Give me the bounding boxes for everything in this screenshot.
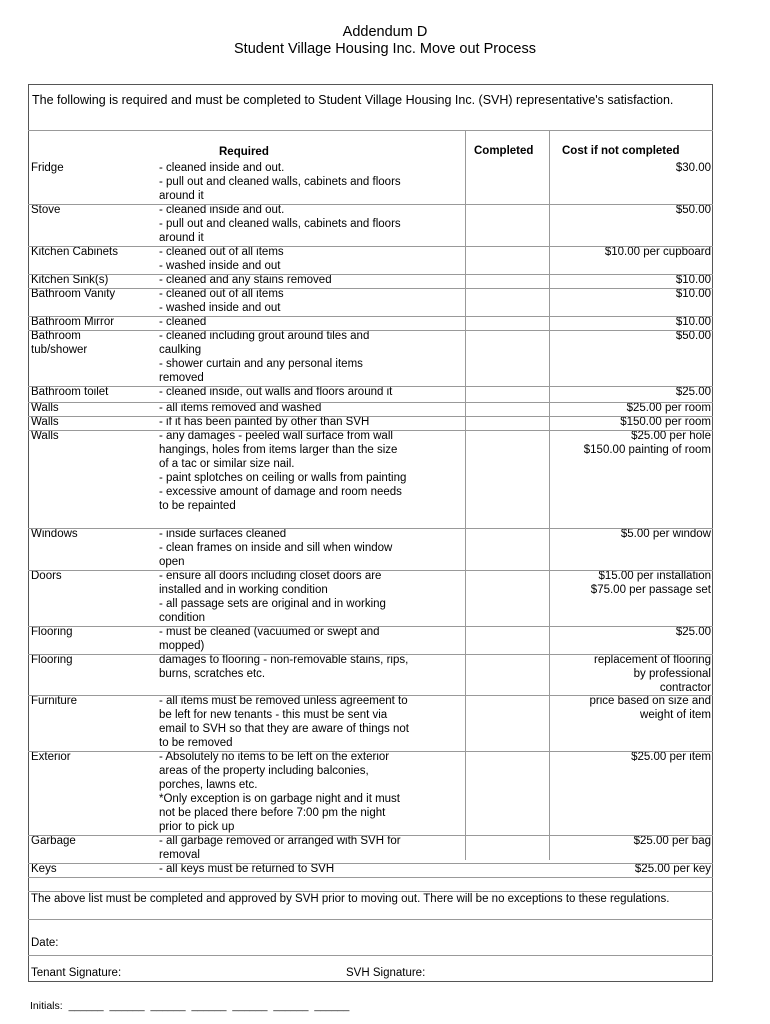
row-cost: $25.00 per item <box>631 751 711 763</box>
row-cost: $30.00 <box>675 162 711 174</box>
row-item: Doors <box>31 570 62 582</box>
row-requirement: damages to flooring - non-removable stains, rips, burns, scratches etc. <box>159 654 409 680</box>
row-requirement: - cleaned and any stains removed <box>159 274 332 286</box>
row-divider <box>28 416 713 417</box>
row-item: Bathroom toilet <box>31 386 109 398</box>
intro-text: The following is required and must be completed to Student Village Housing Inc. (SVH) representative's satisfaction. <box>32 93 674 107</box>
intro-divider <box>28 130 713 131</box>
row-divider <box>28 330 713 331</box>
row-item: Kitchen Cabinets <box>31 246 118 258</box>
row-divider <box>28 402 713 403</box>
row-requirement: - cleaned out of all items - washed inside and out <box>159 288 284 314</box>
row-divider <box>28 751 713 752</box>
date-label: Date: <box>31 937 59 949</box>
row-cost: $25.00 per bag <box>633 835 711 847</box>
svh-signature-label: SVH Signature: <box>346 967 426 979</box>
tenant-signature-label: Tenant Signature: <box>31 967 122 979</box>
row-item: Keys <box>31 863 57 875</box>
row-cost: $10.00 <box>675 316 711 328</box>
row-requirement: - all items must be removed unless agreement to be left for new tenants - this must be sent via email to SVH so that they are aware of things not to be removed <box>159 695 409 749</box>
row-divider <box>28 288 713 289</box>
header-required: Required <box>219 146 269 158</box>
row-requirement: - all garbage removed or arranged with SVH for removal <box>159 835 401 861</box>
row-divider <box>28 528 713 529</box>
row-item: Windows <box>31 528 78 540</box>
row-cost: $25.00 <box>675 386 711 398</box>
row-item: Flooring <box>31 654 73 666</box>
row-item: Exterior <box>31 751 71 763</box>
row-requirement: - cleaned including grout around tiles and caulking - shower curtain and any personal items removed <box>159 330 370 384</box>
row-divider <box>28 570 713 571</box>
row-requirement: - Absolutely no items to be left on the exterior areas of the property including balconies, porches, lawns etc. *Only exception is on garbage night and it must not be placed there before 7:00 pm the night prior to pick up <box>159 751 401 833</box>
row-requirement: - must be cleaned (vacuumed or swept and mopped) <box>159 626 380 652</box>
header-completed: Completed <box>474 145 534 157</box>
row-divider <box>28 626 713 627</box>
row-divider <box>28 430 713 431</box>
row-requirement: - any damages - peeled wall surface from wall hangings, holes from items larger than the size of a tac or similar size nail. - paint splotches on ceiling or walls from painting - excessive amount of damage and room needs to be repainted <box>159 430 407 512</box>
row-item: Garbage <box>31 835 76 847</box>
row-item: Furniture <box>31 695 78 707</box>
row-cost: $15.00 per installation $75.00 per passage set <box>590 570 711 596</box>
row-cost: $50.00 <box>675 330 711 342</box>
row-item: Bathroom Vanity <box>31 288 116 300</box>
row-divider <box>28 863 713 864</box>
row-item: Walls <box>31 416 59 428</box>
row-cost: $25.00 <box>675 626 711 638</box>
footer-note: The above list must be completed and approved by SVH prior to moving out. There will be no exceptions to these regulations. <box>31 893 670 905</box>
row-requirement: - all items removed and washed <box>159 402 322 414</box>
row-divider <box>28 695 713 696</box>
signature-divider <box>28 955 713 956</box>
row-requirement: - cleaned out of all items - washed inside and out <box>159 246 284 272</box>
row-cost: $25.00 per hole $150.00 painting of room <box>583 430 711 456</box>
row-divider <box>28 274 713 275</box>
row-divider <box>28 654 713 655</box>
row-divider <box>28 204 713 205</box>
date-divider <box>28 919 713 920</box>
row-requirement: - all keys must be returned to SVH <box>159 863 335 875</box>
row-requirement: - cleaned <box>159 316 207 328</box>
row-requirement: - if it has been painted by other than SVH <box>159 416 370 428</box>
row-divider <box>28 835 713 836</box>
row-requirement: - cleaned inside and out. - pull out and cleaned walls, cabinets and floors around it <box>159 162 401 202</box>
row-cost: $10.00 <box>675 288 711 300</box>
header-cost: Cost if not completed <box>562 145 680 157</box>
row-item: Kitchen Sink(s) <box>31 274 109 286</box>
row-item: Flooring <box>31 626 73 638</box>
document-title: Addendum D <box>342 24 428 40</box>
initials-line: Initials: ______ ______ ______ ______ ______ ______ ______ <box>30 1000 350 1012</box>
row-requirement: - inside surfaces cleaned - clean frames on inside and sill when window open <box>159 528 393 568</box>
row-divider <box>28 316 713 317</box>
row-cost: replacement of flooring by professional contractor <box>594 654 711 694</box>
document-subtitle: Student Village Housing Inc. Move out Process <box>234 41 536 57</box>
row-item: Stove <box>31 204 61 216</box>
row-requirement: - ensure all doors including closet doors are installed and in working condition - all passage sets are original and in working condition <box>159 570 386 624</box>
row-item: Fridge <box>31 162 64 174</box>
row-item: Bathroom tub/shower <box>31 330 88 356</box>
row-divider <box>28 386 713 387</box>
row-cost: $50.00 <box>675 204 711 216</box>
row-divider <box>28 877 713 878</box>
row-cost: $10.00 <box>675 274 711 286</box>
row-cost: $25.00 per key <box>634 863 711 875</box>
row-cost: $10.00 per cupboard <box>604 246 711 258</box>
row-item: Bathroom Mirror <box>31 316 115 328</box>
row-cost: price based on size and weight of item <box>589 695 711 721</box>
row-cost: $5.00 per window <box>620 528 711 540</box>
row-item: Walls <box>31 430 59 442</box>
row-divider <box>28 246 713 247</box>
row-cost: $150.00 per room <box>620 416 711 428</box>
row-requirement: - cleaned inside, out walls and floors around it <box>159 386 393 398</box>
row-requirement: - cleaned inside and out. - pull out and cleaned walls, cabinets and floors around it <box>159 204 401 244</box>
row-item: Walls <box>31 402 59 414</box>
row-cost: $25.00 per room <box>626 402 711 414</box>
